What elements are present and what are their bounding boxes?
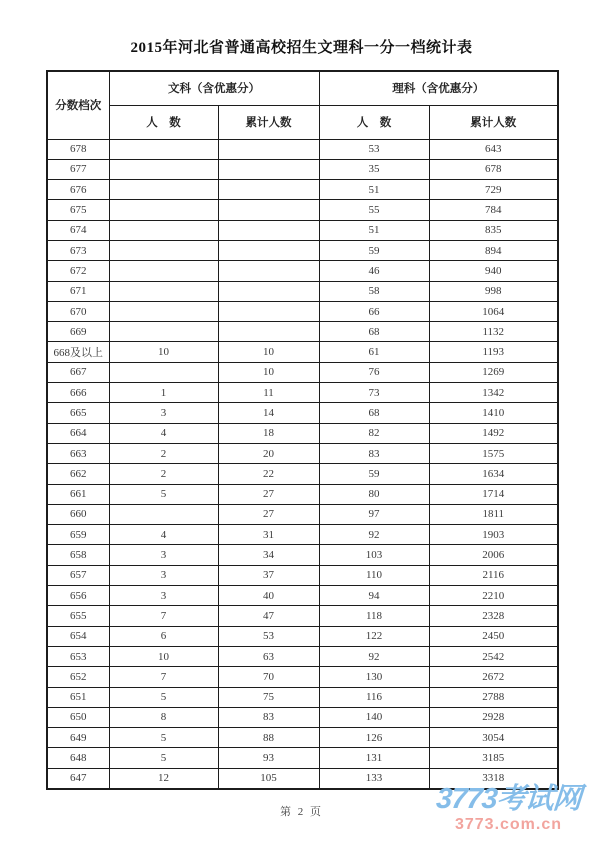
wenke-count-cell: 5 bbox=[109, 728, 218, 748]
table-row bbox=[47, 707, 558, 727]
table-row bbox=[47, 362, 558, 382]
wenke-count-cell bbox=[109, 261, 218, 281]
score-band-cell: 650 bbox=[47, 707, 109, 727]
score-band-cell: 662 bbox=[47, 464, 109, 484]
like-cumulative-cell: 1575 bbox=[429, 443, 558, 463]
wenke-count-cell bbox=[109, 159, 218, 179]
like-cumulative-cell: 2210 bbox=[429, 586, 558, 606]
score-band-cell: 652 bbox=[47, 667, 109, 687]
wenke-count-cell: 7 bbox=[109, 667, 218, 687]
like-count-cell: 35 bbox=[319, 159, 429, 179]
like-cumulative-cell: 2450 bbox=[429, 626, 558, 646]
like-count-cell: 103 bbox=[319, 545, 429, 565]
like-cumulative-cell: 729 bbox=[429, 180, 558, 200]
wenke-cumulative-cell: 93 bbox=[218, 748, 319, 768]
table-row bbox=[47, 139, 558, 159]
wenke-count-cell: 3 bbox=[109, 403, 218, 423]
like-cumulative-cell: 3185 bbox=[429, 748, 558, 768]
table-row bbox=[47, 301, 558, 321]
table-row bbox=[47, 464, 558, 484]
like-count-cell: 94 bbox=[319, 586, 429, 606]
wenke-cumulative-cell: 22 bbox=[218, 464, 319, 484]
like-cumulative-cell: 3054 bbox=[429, 728, 558, 748]
like-cumulative-cell: 1269 bbox=[429, 362, 558, 382]
wenke-cumulative-cell: 63 bbox=[218, 646, 319, 666]
like-count-cell: 82 bbox=[319, 423, 429, 443]
table-row bbox=[47, 443, 558, 463]
wenke-cumulative-cell: 27 bbox=[218, 504, 319, 524]
score-band-cell: 667 bbox=[47, 362, 109, 382]
wenke-count-cell bbox=[109, 504, 218, 524]
wenke-count-cell: 3 bbox=[109, 545, 218, 565]
watermark-site-logo: 3773考试网 bbox=[435, 783, 582, 815]
like-cumulative-cell: 1714 bbox=[429, 484, 558, 504]
group-header-row bbox=[47, 71, 558, 105]
like-count-cell: 97 bbox=[319, 504, 429, 524]
like-count-cell: 130 bbox=[319, 667, 429, 687]
wenke-count-cell: 10 bbox=[109, 646, 218, 666]
score-band-cell: 664 bbox=[47, 423, 109, 443]
wenke-count-cell: 1 bbox=[109, 383, 218, 403]
like-count-cell: 73 bbox=[319, 383, 429, 403]
like-cumulative-cell: 1132 bbox=[429, 322, 558, 342]
score-band-cell: 656 bbox=[47, 586, 109, 606]
wenke-cumulative-cell: 70 bbox=[218, 667, 319, 687]
table-row bbox=[47, 606, 558, 626]
page-title: 2015年河北省普通高校招生文理科一分一档统计表 bbox=[130, 40, 473, 56]
score-band-cell: 666 bbox=[47, 383, 109, 403]
score-band-header: 分数档次 bbox=[47, 71, 109, 139]
like-count-cell: 68 bbox=[319, 403, 429, 423]
like-cumulative-cell: 2672 bbox=[429, 667, 558, 687]
wenke-count-cell: 2 bbox=[109, 464, 218, 484]
table-row bbox=[47, 646, 558, 666]
page-number: 第 2 页 bbox=[280, 806, 323, 818]
like-cumulative-cell: 2542 bbox=[429, 646, 558, 666]
wenke-count-cell bbox=[109, 281, 218, 301]
wenke-count-cell: 3 bbox=[109, 565, 218, 585]
wenke-cumulative-cell: 83 bbox=[218, 707, 319, 727]
wenke-count-cell: 2 bbox=[109, 443, 218, 463]
table-row bbox=[47, 342, 558, 362]
like-cumulative-cell: 2116 bbox=[429, 565, 558, 585]
like-cumulative-cell: 2328 bbox=[429, 606, 558, 626]
watermark-site-domain: 3773.com.cn bbox=[454, 816, 563, 833]
like-count-cell: 110 bbox=[319, 565, 429, 585]
wenke-cumulative-cell: 105 bbox=[218, 768, 319, 788]
table-row bbox=[47, 687, 558, 707]
score-band-cell: 663 bbox=[47, 443, 109, 463]
table-row bbox=[47, 525, 558, 545]
score-band-cell: 677 bbox=[47, 159, 109, 179]
wenke-count-cell bbox=[109, 139, 218, 159]
wenke-count-cell bbox=[109, 301, 218, 321]
score-band-cell: 665 bbox=[47, 403, 109, 423]
score-band-cell: 657 bbox=[47, 565, 109, 585]
score-distribution-table bbox=[46, 70, 559, 790]
like-cumulative-cell: 1811 bbox=[429, 504, 558, 524]
score-band-cell: 678 bbox=[47, 139, 109, 159]
table-row bbox=[47, 281, 558, 301]
like-count-cell: 59 bbox=[319, 240, 429, 260]
table-row bbox=[47, 322, 558, 342]
like-count-cell: 61 bbox=[319, 342, 429, 362]
like-cumulative-cell: 1492 bbox=[429, 423, 558, 443]
table-row bbox=[47, 748, 558, 768]
score-band-cell: 668及以上 bbox=[47, 342, 109, 362]
table-row bbox=[47, 159, 558, 179]
wenke-cumulative-cell bbox=[218, 200, 319, 220]
score-band-cell: 670 bbox=[47, 301, 109, 321]
like-count-cell: 58 bbox=[319, 281, 429, 301]
wenke-count-cell: 10 bbox=[109, 342, 218, 362]
wenke-count-cell: 4 bbox=[109, 525, 218, 545]
table-row bbox=[47, 586, 558, 606]
like-cumulative-cell: 2006 bbox=[429, 545, 558, 565]
wenke-count-cell: 5 bbox=[109, 748, 218, 768]
like-count-cell: 59 bbox=[319, 464, 429, 484]
table-header bbox=[47, 71, 558, 139]
like-cumulative-cell: 784 bbox=[429, 200, 558, 220]
score-band-cell: 673 bbox=[47, 240, 109, 260]
score-band-cell: 647 bbox=[47, 768, 109, 788]
like-count-cell: 92 bbox=[319, 525, 429, 545]
like-group-header: 理科（含优惠分） bbox=[319, 71, 558, 105]
score-band-cell: 661 bbox=[47, 484, 109, 504]
wenke-cumulative-cell bbox=[218, 220, 319, 240]
like-cumulative-cell: 643 bbox=[429, 139, 558, 159]
like-count-cell: 116 bbox=[319, 687, 429, 707]
like-count-cell: 83 bbox=[319, 443, 429, 463]
like-count-cell: 122 bbox=[319, 626, 429, 646]
wenke-count-cell: 7 bbox=[109, 606, 218, 626]
like-cumulative-cell: 894 bbox=[429, 240, 558, 260]
like-cumulative-cell: 940 bbox=[429, 261, 558, 281]
table-row bbox=[47, 626, 558, 646]
wenke-count-cell: 5 bbox=[109, 484, 218, 504]
wenke-count-cell bbox=[109, 200, 218, 220]
like-cumulative-header: 累计人数 bbox=[429, 105, 558, 139]
like-cumulative-cell: 998 bbox=[429, 281, 558, 301]
like-cumulative-cell: 1410 bbox=[429, 403, 558, 423]
table-row bbox=[47, 403, 558, 423]
score-band-cell: 671 bbox=[47, 281, 109, 301]
wenke-cumulative-cell bbox=[218, 281, 319, 301]
table-row bbox=[47, 200, 558, 220]
like-cumulative-cell: 3318 bbox=[429, 768, 558, 788]
like-count-cell: 76 bbox=[319, 362, 429, 382]
like-count-cell: 118 bbox=[319, 606, 429, 626]
like-count-cell: 51 bbox=[319, 220, 429, 240]
wenke-count-cell bbox=[109, 220, 218, 240]
wenke-count-cell: 8 bbox=[109, 707, 218, 727]
wenke-count-cell: 6 bbox=[109, 626, 218, 646]
score-band-cell: 654 bbox=[47, 626, 109, 646]
wenke-cumulative-cell: 18 bbox=[218, 423, 319, 443]
score-band-cell: 649 bbox=[47, 728, 109, 748]
wenke-cumulative-cell bbox=[218, 322, 319, 342]
wenke-cumulative-cell bbox=[218, 261, 319, 281]
wenke-count-cell bbox=[109, 180, 218, 200]
wenke-cumulative-cell: 27 bbox=[218, 484, 319, 504]
like-cumulative-cell: 835 bbox=[429, 220, 558, 240]
score-band-cell: 659 bbox=[47, 525, 109, 545]
wenke-cumulative-cell bbox=[218, 139, 319, 159]
wenke-cumulative-cell: 88 bbox=[218, 728, 319, 748]
like-count-cell: 92 bbox=[319, 646, 429, 666]
score-band-cell: 672 bbox=[47, 261, 109, 281]
score-band-cell: 669 bbox=[47, 322, 109, 342]
score-band-cell: 674 bbox=[47, 220, 109, 240]
wenke-count-cell: 3 bbox=[109, 586, 218, 606]
score-band-cell: 651 bbox=[47, 687, 109, 707]
sub-header-row bbox=[47, 105, 558, 139]
wenke-count-cell: 4 bbox=[109, 423, 218, 443]
wenke-count-cell bbox=[109, 362, 218, 382]
score-band-cell: 658 bbox=[47, 545, 109, 565]
wenke-cumulative-cell: 34 bbox=[218, 545, 319, 565]
wenke-count-cell: 12 bbox=[109, 768, 218, 788]
wenke-cumulative-cell: 47 bbox=[218, 606, 319, 626]
wenke-count-cell bbox=[109, 322, 218, 342]
wenke-cumulative-cell: 75 bbox=[218, 687, 319, 707]
like-count-cell: 126 bbox=[319, 728, 429, 748]
table-row bbox=[47, 220, 558, 240]
like-cumulative-cell: 1064 bbox=[429, 301, 558, 321]
wenke-cumulative-cell: 53 bbox=[218, 626, 319, 646]
wenke-group-header: 文科（含优惠分） bbox=[109, 71, 319, 105]
wenke-cumulative-cell: 37 bbox=[218, 565, 319, 585]
wenke-cumulative-cell: 31 bbox=[218, 525, 319, 545]
table-row bbox=[47, 261, 558, 281]
like-cumulative-cell: 1903 bbox=[429, 525, 558, 545]
like-count-cell: 66 bbox=[319, 301, 429, 321]
like-cumulative-cell: 2788 bbox=[429, 687, 558, 707]
wenke-cumulative-cell: 11 bbox=[218, 383, 319, 403]
table-body bbox=[47, 139, 558, 789]
wenke-count-cell bbox=[109, 240, 218, 260]
table-row bbox=[47, 383, 558, 403]
score-band-cell: 655 bbox=[47, 606, 109, 626]
table-row bbox=[47, 423, 558, 443]
score-band-cell: 660 bbox=[47, 504, 109, 524]
like-count-cell: 46 bbox=[319, 261, 429, 281]
wenke-cumulative-cell: 10 bbox=[218, 342, 319, 362]
wenke-cumulative-cell: 20 bbox=[218, 443, 319, 463]
wenke-cumulative-cell: 40 bbox=[218, 586, 319, 606]
like-count-cell: 80 bbox=[319, 484, 429, 504]
wenke-cumulative-cell bbox=[218, 301, 319, 321]
wenke-cumulative-cell bbox=[218, 159, 319, 179]
wenke-count-cell: 5 bbox=[109, 687, 218, 707]
score-band-cell: 653 bbox=[47, 646, 109, 666]
like-count-header: 人 数 bbox=[319, 105, 429, 139]
like-count-cell: 131 bbox=[319, 748, 429, 768]
like-cumulative-cell: 2928 bbox=[429, 707, 558, 727]
table-row bbox=[47, 728, 558, 748]
table-row bbox=[47, 180, 558, 200]
table-row bbox=[47, 484, 558, 504]
like-cumulative-cell: 1193 bbox=[429, 342, 558, 362]
watermark bbox=[416, 785, 601, 833]
like-cumulative-cell: 678 bbox=[429, 159, 558, 179]
like-count-cell: 140 bbox=[319, 707, 429, 727]
table-row bbox=[47, 504, 558, 524]
wenke-cumulative-cell: 14 bbox=[218, 403, 319, 423]
like-count-cell: 51 bbox=[319, 180, 429, 200]
like-count-cell: 53 bbox=[319, 139, 429, 159]
wenke-cumulative-cell: 10 bbox=[218, 362, 319, 382]
table-row bbox=[47, 240, 558, 260]
table-row bbox=[47, 667, 558, 687]
like-count-cell: 68 bbox=[319, 322, 429, 342]
wenke-count-header: 人 数 bbox=[109, 105, 218, 139]
score-band-cell: 676 bbox=[47, 180, 109, 200]
wenke-cumulative-cell bbox=[218, 240, 319, 260]
like-count-cell: 55 bbox=[319, 200, 429, 220]
table-row bbox=[47, 565, 558, 585]
score-band-cell: 675 bbox=[47, 200, 109, 220]
score-band-cell: 648 bbox=[47, 748, 109, 768]
like-cumulative-cell: 1634 bbox=[429, 464, 558, 484]
wenke-cumulative-header: 累计人数 bbox=[218, 105, 319, 139]
like-count-cell: 133 bbox=[319, 768, 429, 788]
table-row bbox=[47, 545, 558, 565]
wenke-cumulative-cell bbox=[218, 180, 319, 200]
like-cumulative-cell: 1342 bbox=[429, 383, 558, 403]
